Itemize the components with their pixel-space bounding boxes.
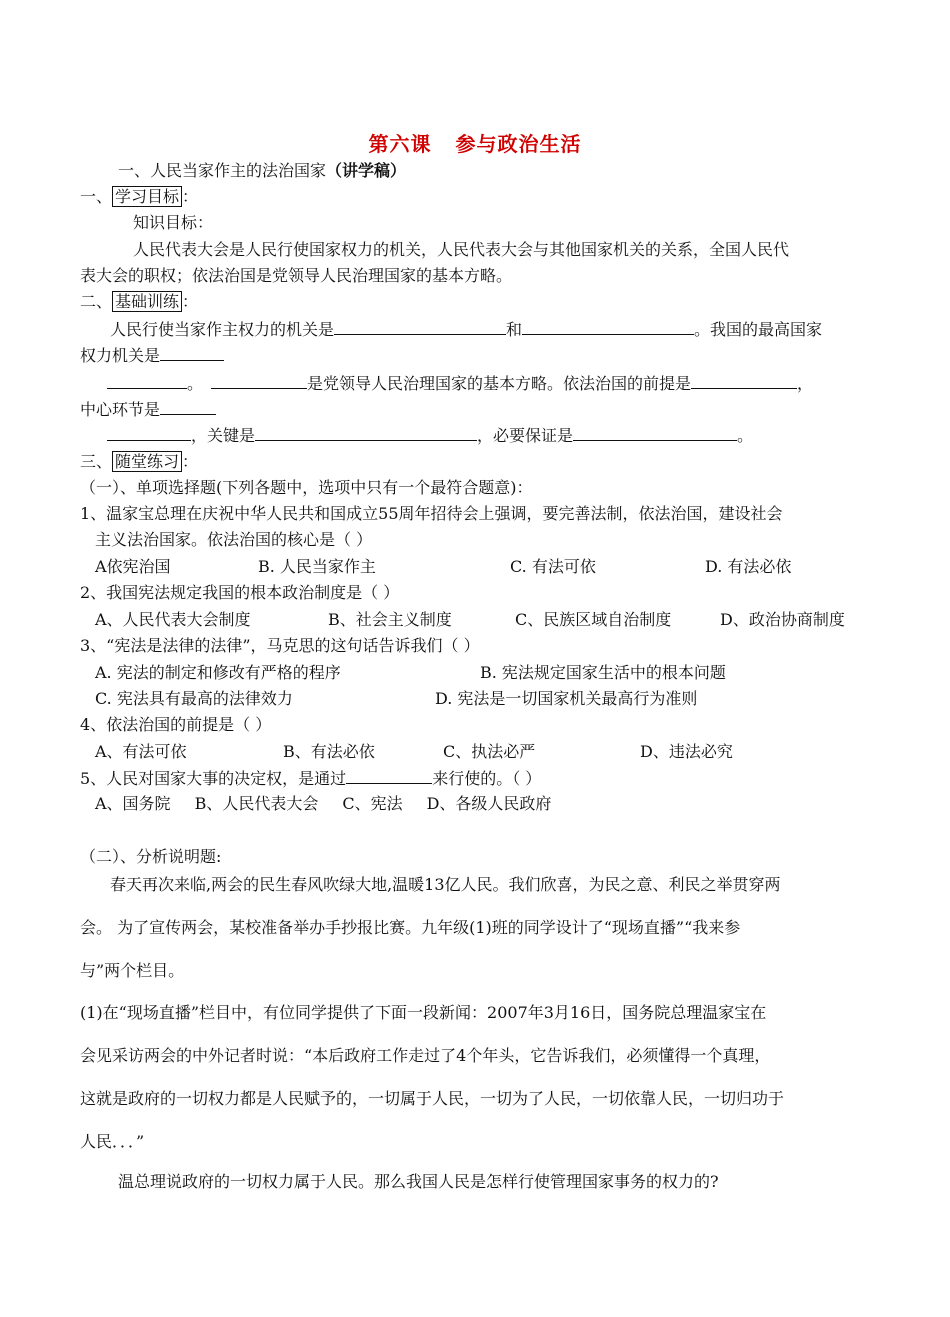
question-4: 4、依法治国的前提是（ ） [80,715,272,734]
question-1-option-a[interactable]: A依宪治国 [95,557,171,576]
title-lesson: 第六课 [368,132,432,156]
news-line-4: 人民．．．” [80,1132,145,1151]
subtitle [118,160,406,182]
fill-text: 。 [187,374,204,393]
section-2-heading [80,291,198,313]
question-5-text: 5、人民对国家大事的决定权，是通过 [80,769,347,788]
section-2-colon: ： [182,292,199,311]
goal-text-line-1: 人民代表大会是人民行使国家权力的机关，人民代表大会与其他国家机关的关系，全国人民代 [133,240,790,259]
subtitle-text: 一、人民当家作主的法治国家 [118,161,327,180]
question-3-option-d[interactable]: D. 宪法是一切国家机关最高行为准则 [435,689,698,708]
subtitle-tag: （讲学稿） [326,161,407,180]
question-2: 2、我国宪法规定我国的根本政治制度是（ ） [80,583,400,602]
analysis-paragraph-line-1: 春天再次来临,两会的民生春风吹绿大地,温暖13亿人民。我们欣喜，为民之意、利民之举贯穿两 [110,875,781,894]
section-1-label: 学习目标 [112,186,182,207]
section-1-colon: ： [182,187,199,206]
section-3-number: 三、 [80,452,113,471]
fill-text: 。 [737,426,754,445]
fill-blank[interactable] [346,767,432,784]
question-3: 3、“宪法是法律的法律”，马克思的这句话告诉我们（ ） [80,636,480,655]
fill-text: 权力机关是 [80,346,161,365]
fill-blank[interactable] [573,424,737,441]
fill-blank[interactable] [160,398,216,415]
fill-blank[interactable] [522,318,694,335]
goal-text-line-2: 表大会的职权；依法治国是党领导人民治理国家的基本方略。 [80,266,513,285]
fill-blank[interactable] [107,372,187,389]
fill-blank[interactable] [334,318,506,335]
fill-text: 。我国的最高国家 [694,320,823,339]
question-1-option-b[interactable]: B. 人民当家作主 [258,557,376,576]
question-2-option-b[interactable]: B、社会主义制度 [328,610,452,629]
fill-blank[interactable] [160,344,224,361]
news-line-2: 会见采访两会的中外记者时说：“本后政府工作走过了4个年头，它告诉我们，必须懂得一个真理， [80,1046,771,1065]
question-2-option-c[interactable]: C、民族区域自治制度 [515,610,672,629]
question-3-option-c[interactable]: C. 宪法具有最高的法律效力 [95,689,293,708]
question-4-option-b[interactable]: B、有法必依 [283,742,375,761]
question-5-options [95,793,551,815]
fill-blank[interactable] [691,372,797,389]
section-3-heading [80,451,198,473]
fill-line-5 [107,424,753,447]
fill-line-4 [80,398,216,421]
question-5-option-c[interactable]: C、宪法 [342,794,403,813]
knowledge-goal-label: 知识目标： [133,213,214,232]
question-1-option-c[interactable]: C. 有法可依 [510,557,596,576]
question-1-option-d[interactable]: D. 有法必依 [705,557,792,576]
question-5-option-a[interactable]: A、国务院 [95,794,171,813]
question-3-option-a[interactable]: A. 宪法的制定和修改有严格的程序 [95,663,341,682]
fill-line-3 [107,372,813,395]
analysis-part-heading: （二）、分析说明题: [80,847,222,866]
section-3-label: 随堂练习 [112,451,182,472]
fill-text: 人民行使当家作主权力的机关是 [110,320,335,339]
question-5-option-b[interactable]: B、人民代表大会 [194,794,319,813]
page-title [0,128,950,157]
question-1-line-2: 主义法治国家。依法治国的核心是（ ） [95,530,373,549]
question-2-option-a[interactable]: A、人民代表大会制度 [95,610,251,629]
question-4-option-a[interactable]: A、有法可依 [95,742,187,761]
fill-line-2 [80,344,224,367]
section-3-colon: ： [182,452,199,471]
analysis-paragraph-line-3: 与”两个栏目。 [80,961,185,980]
question-2-option-d[interactable]: D、政治协商制度 [720,610,845,629]
fill-text: 和 [506,320,523,339]
news-line-3: 这就是政府的一切权力都是人民赋予的，一切属于人民，一切为了人民，一切依靠人民，一切归功于 [80,1089,785,1108]
fill-line-1 [110,318,822,341]
fill-text: ，关键是 [191,426,256,445]
analysis-question: 温总理说政府的一切权力属于人民。那么我国人民是怎样行使管理国家事务的权力的? [118,1172,719,1191]
section-2-number: 二、 [80,292,113,311]
fill-text: ， [797,374,814,393]
choice-part-heading: （一）、单项选择题(下列各题中，选项中只有一个最符合题意)： [80,478,533,497]
section-1-number: 一、 [80,187,113,206]
question-1-line-1: 1、温家宝总理在庆祝中华人民共和国成立55周年招待会上强调，要完善法制，依法治国，建设社会 [80,504,783,523]
question-5-text: 来行使的。（ ） [432,769,542,788]
question-5 [80,767,541,790]
news-line-1: (1)在“现场直播”栏目中，有位同学提供了下面一段新闻：2007年3月16日，国务院总理温家宝在 [80,1003,767,1022]
section-1-heading [80,186,198,208]
fill-text: 是党领导人民治理国家的基本方略。依法治国的前提是 [307,374,692,393]
question-5-option-d[interactable]: D、各级人民政府 [426,794,552,813]
fill-text: ，必要保证是 [477,426,574,445]
fill-blank[interactable] [211,372,307,389]
fill-blank[interactable] [255,424,477,441]
fill-blank[interactable] [107,424,191,441]
title-topic: 参与政治生活 [455,132,582,156]
question-3-option-b[interactable]: B. 宪法规定国家生活中的根本问题 [480,663,726,682]
question-4-option-d[interactable]: D、违法必究 [640,742,733,761]
question-4-option-c[interactable]: C、执法必严 [443,742,536,761]
analysis-paragraph-line-2: 会。 为了宣传两会，某校准备举办手抄报比赛。九年级(1)班的同学设计了“现场直播”“我来参 [80,918,741,937]
section-2-label: 基础训练 [112,291,182,312]
fill-text: 中心环节是 [80,400,161,419]
